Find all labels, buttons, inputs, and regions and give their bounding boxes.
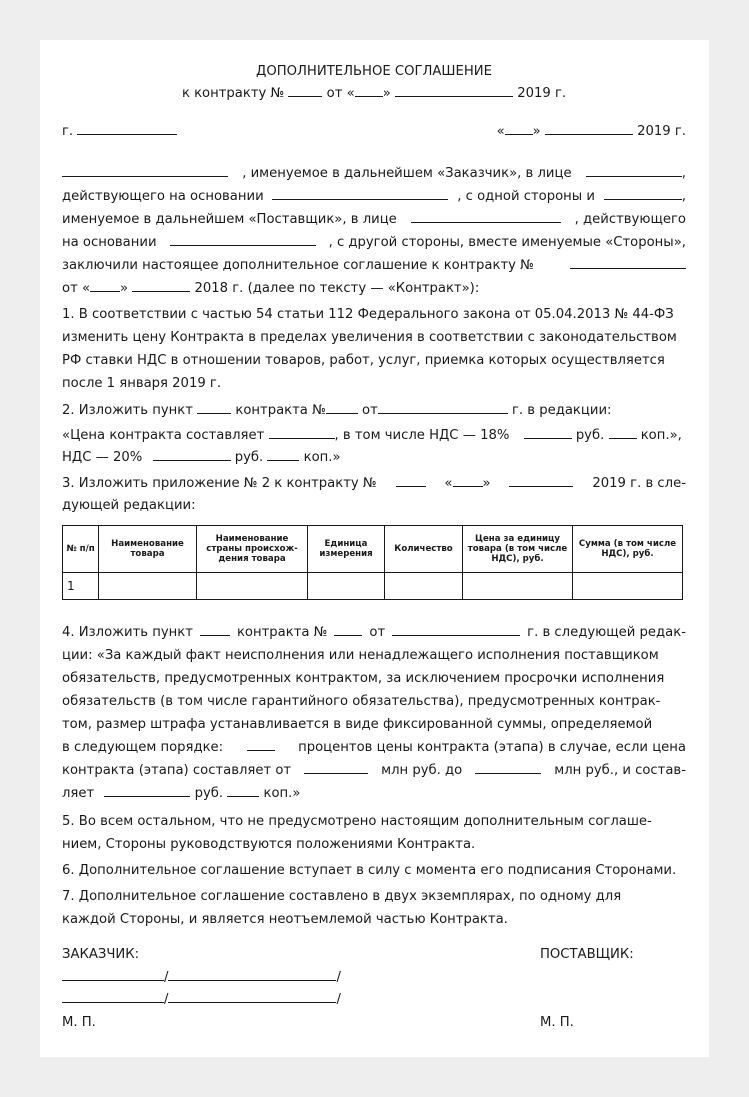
p2-text: г. в редакции:	[511, 403, 612, 418]
supplier-name-blank[interactable]	[604, 187, 682, 200]
p2-text: , в том числе НДС — 18%	[334, 428, 510, 443]
supplier-rep-blank[interactable]	[411, 210, 561, 223]
p1-line-1: 1. В соответствии с частью 54 статьи 112 Федерального закона от 05.04.2013 № 44-ФЗ	[62, 307, 674, 322]
table-header: Наименование товара	[99, 526, 197, 573]
table-row	[63, 573, 683, 600]
p7-line-2: каждой Стороны, и является неотъемлемой частью Контракта.	[62, 912, 508, 927]
supplier-signature-blank[interactable]	[62, 990, 164, 1003]
p3-line-1	[62, 474, 686, 494]
customer-label: ЗАКАЗЧИК:	[62, 947, 140, 962]
contract-number-blank[interactable]	[326, 401, 358, 414]
supplier-stamp: М. П.	[540, 1015, 574, 1030]
appendix-contract-blank[interactable]	[396, 474, 426, 487]
p4-text: контракта №	[236, 625, 328, 640]
p4-contract-blank[interactable]	[334, 623, 362, 636]
p4-text: млн руб., и состав-	[554, 763, 686, 778]
contract-number-blank[interactable]	[288, 84, 322, 97]
title-text: ДОПОЛНИТЕЛЬНОЕ СОГЛАШЕНИЕ	[256, 64, 492, 79]
p4-line-7	[62, 761, 686, 781]
preamble-text: от «	[62, 281, 91, 296]
p2-text: от	[362, 403, 378, 418]
appendix-day-blank[interactable]	[453, 474, 483, 487]
p4-text: от	[369, 625, 386, 640]
preamble-line-4	[62, 233, 686, 253]
customer-name-sig-blank[interactable]	[168, 968, 336, 981]
customer-stamp: М. П.	[62, 1015, 96, 1030]
p3-line-2: дующей редакции:	[62, 498, 196, 513]
table-cell[interactable]	[463, 573, 573, 600]
date-field	[497, 122, 686, 142]
p5-line-1: 5. Во всем остальном, что не предусмотрено настоящим дополнительным соглаше-	[62, 814, 652, 829]
p3-text: 2019 г. в сле-	[592, 476, 686, 491]
p2-text: НДС — 20%	[62, 450, 143, 465]
p4-text: ляет	[62, 786, 95, 801]
subtitle-year: 2019 г.	[517, 86, 567, 101]
p2-text: коп.»	[303, 450, 341, 465]
p2-text: руб.	[234, 450, 264, 465]
vat18-rub-blank[interactable]	[524, 426, 572, 439]
customer-name-blank[interactable]	[62, 164, 228, 177]
preamble-line-1	[62, 164, 686, 184]
p4-text: млн руб. до	[381, 763, 463, 778]
p4-line-3: обязательств, предусмотренных контрактом, за исключением просрочки исполнения	[62, 671, 665, 686]
table-header: Сумма (в том числе НДС), руб.	[573, 526, 683, 573]
p2-line-1	[62, 401, 686, 421]
table-cell: 1	[63, 573, 99, 600]
p4-line-8	[62, 784, 686, 804]
p4-line-5: том, размер штрафа устанавливается в виде фиксированной суммы, определяемой	[62, 717, 653, 732]
customer-basis-blank[interactable]	[272, 187, 448, 200]
city-blank[interactable]	[77, 122, 177, 135]
place-date-line	[62, 122, 686, 142]
quote-close: »	[482, 476, 491, 491]
preamble-text: , действующего	[574, 212, 686, 227]
table-header: Наименование страны происхож-дения товара	[197, 526, 308, 573]
vat20-rub-blank[interactable]	[153, 448, 231, 461]
subtitle-from-label: от	[326, 86, 343, 101]
p2-line-3	[62, 448, 686, 468]
preamble-line-6	[62, 279, 686, 299]
max-amount-blank[interactable]	[475, 761, 541, 774]
date-day-blank[interactable]	[505, 122, 533, 135]
table-cell[interactable]	[385, 573, 463, 600]
p2-text: руб.	[575, 428, 605, 443]
supplier-name-sig-blank[interactable]	[168, 990, 336, 1003]
base-month-blank[interactable]	[132, 279, 190, 292]
quote-open: «	[496, 124, 505, 139]
supplier-basis-blank[interactable]	[170, 233, 316, 246]
preamble-line-5	[62, 256, 686, 276]
p1-line-4: после 1 января 2019 г.	[62, 376, 222, 391]
quote-close: »	[532, 124, 541, 139]
fine-kop-blank[interactable]	[227, 784, 259, 797]
p2-line-2	[62, 426, 686, 446]
percent-blank[interactable]	[247, 738, 275, 751]
p5-line-2: нием, Стороны руководствуются положениями Контракта.	[62, 837, 476, 852]
price-blank[interactable]	[269, 426, 335, 439]
document-title	[62, 62, 686, 82]
preamble-text: , именуемое в дальнейшем «Заказчик», в лице	[242, 166, 572, 181]
table-cell[interactable]	[197, 573, 308, 600]
p4-text: г. в следующей редак-	[527, 625, 686, 640]
p7-line-1: 7. Дополнительное соглашение составлено в двух экземплярах, по одному для	[62, 889, 622, 904]
p4-text: процентов цены контракта (этапа) в случае, если цена	[298, 740, 686, 755]
table-cell[interactable]	[308, 573, 385, 600]
preamble-text: , с одной стороны и	[457, 189, 595, 204]
appendix-month-blank[interactable]	[509, 474, 573, 487]
p4-text: в следующем порядке:	[62, 740, 224, 755]
p4-text: коп.»	[263, 786, 301, 801]
date-month-blank[interactable]	[545, 122, 633, 135]
vat20-kop-blank[interactable]	[267, 448, 299, 461]
contract-date-blank[interactable]	[378, 401, 508, 414]
document-page	[40, 40, 709, 1057]
p4-text: контракта (этапа) составляет от	[62, 763, 292, 778]
fine-rub-blank[interactable]	[104, 784, 190, 797]
p2-text: «Цена контракта составляет	[62, 428, 265, 443]
min-amount-blank[interactable]	[304, 761, 368, 774]
table-header: Цена за единицу товара (в том числе НДС), руб.	[463, 526, 573, 573]
city-label: г.	[62, 124, 74, 139]
preamble-text: действующего на основании	[62, 189, 264, 204]
table-cell[interactable]	[573, 573, 683, 600]
p4-text: руб.	[194, 786, 224, 801]
p1-line-3: РФ ставки НДС в отношении товаров, работ, услуг, приемка которых осуществляется	[62, 353, 665, 368]
p2-text: 2. Изложить пункт	[62, 403, 193, 418]
preamble-line-3	[62, 210, 686, 230]
supplier-label: ПОСТАВЩИК:	[540, 947, 634, 962]
comma: ,	[681, 189, 686, 204]
city-field	[62, 122, 177, 142]
quote-open: «	[444, 476, 453, 491]
customer-rep-blank[interactable]	[586, 164, 682, 177]
p4-line-1	[62, 623, 686, 643]
base-day-blank[interactable]	[90, 279, 120, 292]
day-blank[interactable]	[355, 84, 383, 97]
p2-text: коп.»,	[640, 428, 682, 443]
signature-line-2	[62, 990, 686, 1010]
clause-number-blank[interactable]	[197, 401, 231, 414]
p4-line-4: обязательств (в том числе гарантийного обязательства), предусмотренных контрак-	[62, 694, 661, 709]
preamble-text: , с другой стороны, вместе именуемые «Стороны»,	[328, 235, 686, 250]
p3-text: 3. Изложить приложение № 2 к контракту №	[62, 476, 377, 491]
table-header: № п/п	[63, 526, 99, 573]
p1-line-2: изменить цену Контракта в пределах увеличения в соответствии с законодательством	[62, 330, 677, 345]
p4-clause-blank[interactable]	[200, 623, 230, 636]
base-contract-number-blank[interactable]	[570, 256, 686, 269]
signature-line-1	[62, 968, 686, 988]
table-cell[interactable]	[99, 573, 197, 600]
table-header: Количество	[385, 526, 463, 573]
customer-signature-blank[interactable]	[62, 968, 164, 981]
preamble-text: именуемое в дальнейшем «Поставщик», в лице	[62, 212, 397, 227]
preamble-text: заключили настоящее дополнительное соглашение к контракту №	[62, 258, 534, 273]
quote-close: »	[120, 281, 129, 296]
month-blank[interactable]	[395, 84, 513, 97]
p4-text: 4. Изложить пункт	[62, 625, 193, 640]
p4-date-blank[interactable]	[392, 623, 520, 636]
document-subtitle	[62, 84, 686, 104]
preamble-line-2	[62, 187, 686, 207]
p4-line-6	[62, 738, 686, 758]
goods-price-table	[62, 525, 683, 600]
p4-line-2: ции: «За каждый факт неисполнения или ненадлежащего исполнения поставщиком	[62, 648, 659, 663]
quote-close: »	[382, 86, 391, 101]
slash: /	[336, 970, 341, 985]
slash: /	[336, 992, 341, 1007]
slash: /	[164, 992, 169, 1007]
preamble-text: на основании	[62, 235, 157, 250]
p6-line-1: 6. Дополнительное соглашение вступает в силу с момента его подписания Сторонами.	[62, 863, 677, 878]
vat18-kop-blank[interactable]	[609, 426, 637, 439]
p2-text: контракта №	[235, 403, 326, 418]
comma: ,	[681, 166, 686, 181]
table-header-row	[63, 526, 683, 573]
subtitle-contract-label: к контракту №	[181, 86, 285, 101]
preamble-text: 2018 г. (далее по тексту — «Контракт»):	[194, 281, 480, 296]
table-header: Единица измерения	[308, 526, 385, 573]
quote-open: «	[346, 86, 355, 101]
date-year: 2019 г.	[637, 124, 686, 139]
slash: /	[164, 970, 169, 985]
